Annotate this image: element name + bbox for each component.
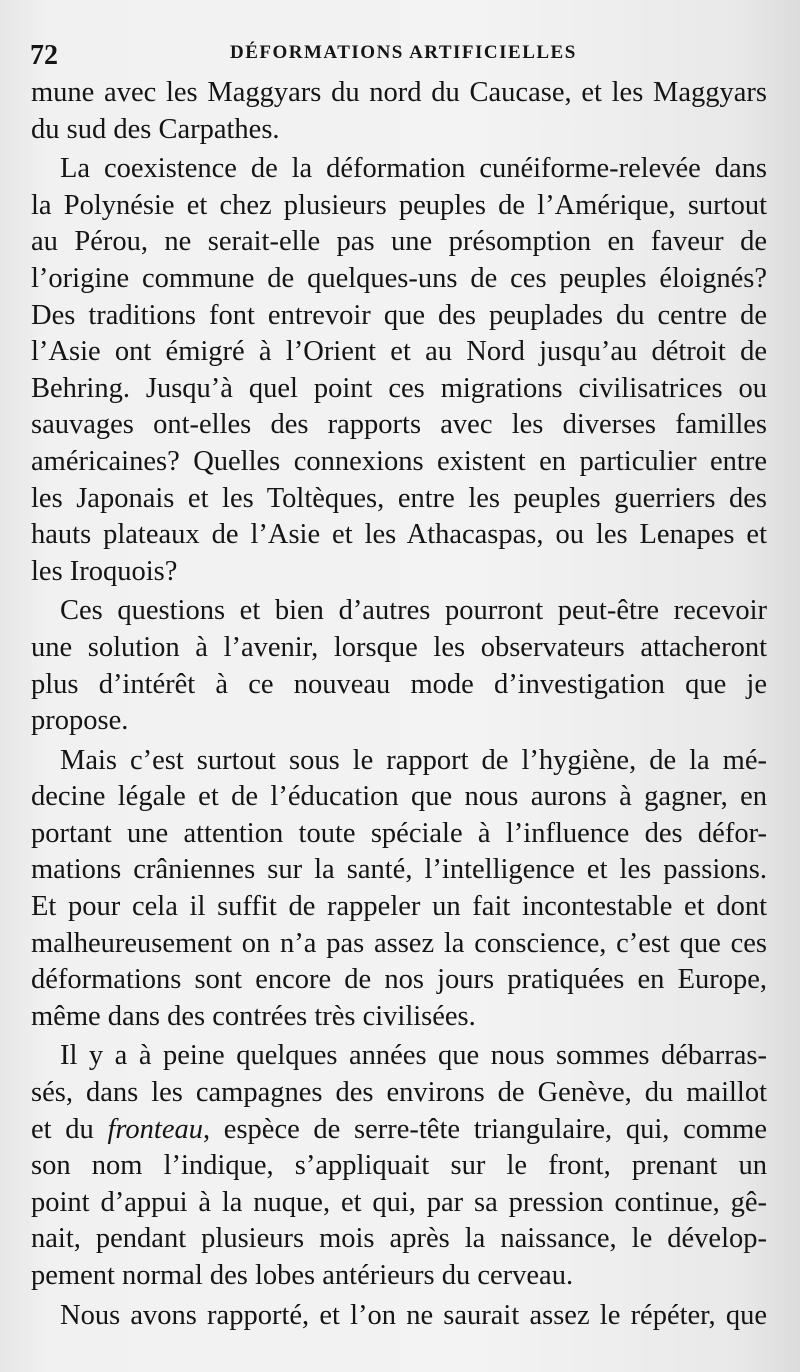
text-line: Nous avons rapporté, et l’on ne saurait assez le répéter, que (60, 1299, 767, 1331)
text-line: Ces questions et bien d’autres pourront peut-être recevoir (60, 595, 767, 627)
text-line: hauts plateaux de l’Asie et les Athacaspas, ou les Lenapes et (31, 519, 767, 551)
text-line: propose. (31, 705, 129, 737)
text-line: même dans des contrées très civilisées. (31, 1000, 476, 1032)
text-line: Des traditions font entrevoir que des peuplades du centre de (31, 299, 767, 331)
text-line: Il y a à peine quelques années que nous sommes débarras- (60, 1040, 767, 1072)
text-line: l’origine commune de quelques-uns de ces peuples éloignés? (31, 262, 767, 294)
text-line: mune avec les Maggyars du nord du Caucase, et les Maggyars (31, 77, 767, 108)
text-line: point d’appui à la nuque, et qui, par sa pression continue, gê- (31, 1186, 767, 1218)
text-line: Behring. Jusqu’à quel point ces migrations civilisatrices ou (31, 372, 767, 404)
text-line: plus d’intérêt à ce nouveau mode d’investigation que je (31, 668, 767, 700)
text-line: déformations sont encore de nos jours pratiquées en Europe, (31, 964, 767, 996)
text-line: une solution à l’avenir, lorsque les observateurs attacheront (31, 631, 767, 663)
text-line: malheureusement on n’a pas assez la conscience, c’est que ces (31, 927, 767, 959)
text-line: la Polynésie et chez plusieurs peuples de l’Amérique, surtout (31, 189, 767, 221)
running-header (30, 30, 770, 71)
text-line: mations crâniennes sur la santé, l’intelligence et les passions. (31, 854, 767, 886)
text-line: américaines? Quelles connexions existent en particulier entre (31, 445, 767, 477)
text-line: La coexistence de la déformation cunéiforme-relevée dans (60, 153, 767, 185)
text-line: son nom l’indique, s’appliquait sur le front, prenant un (31, 1150, 767, 1182)
text-line: les Iroquois? (31, 555, 178, 587)
text-line: au Pérou, ne serait-elle pas une présomption en faveur de (31, 226, 767, 258)
text-line: Mais c’est surtout sous le rapport de l’hygiène, de la mé- (60, 744, 767, 776)
text-line: decine légale et de l’éducation que nous aurons à gagner, en (31, 781, 767, 813)
text-line: Et pour cela il suffit de rappeler un fait incontestable et dont (31, 891, 767, 923)
text-line: les Japonais et les Toltèques, entre les peuples guerriers des (31, 482, 767, 514)
text-line: nait, pendant plusieurs mois après la naissance, le dévelop- (31, 1223, 767, 1255)
body-text (31, 75, 767, 1334)
page-number: 72 (30, 40, 58, 71)
running-title: DÉFORMATIONS ARTIFICIELLES (230, 42, 577, 63)
italic-term: fronteau (107, 1113, 203, 1145)
text-line: sés, dans les campagnes des environs de Genève, du maillot (31, 1077, 767, 1109)
text-line: du sud des Carpathes. (31, 113, 280, 145)
text-line: sauvages ont-elles des rapports avec les diverses familles (31, 409, 767, 441)
text-line: portant une attention toute spéciale à l’influence des défor- (31, 817, 767, 849)
text-line: pement normal des lobes antérieurs du cerveau. (31, 1260, 574, 1291)
text-line: et du fronteau, espèce de serre-tête triangulaire, qui, comme (31, 1113, 767, 1145)
text-line: l’Asie ont émigré à l’Orient et au Nord jusqu’au détroit de (31, 336, 767, 368)
